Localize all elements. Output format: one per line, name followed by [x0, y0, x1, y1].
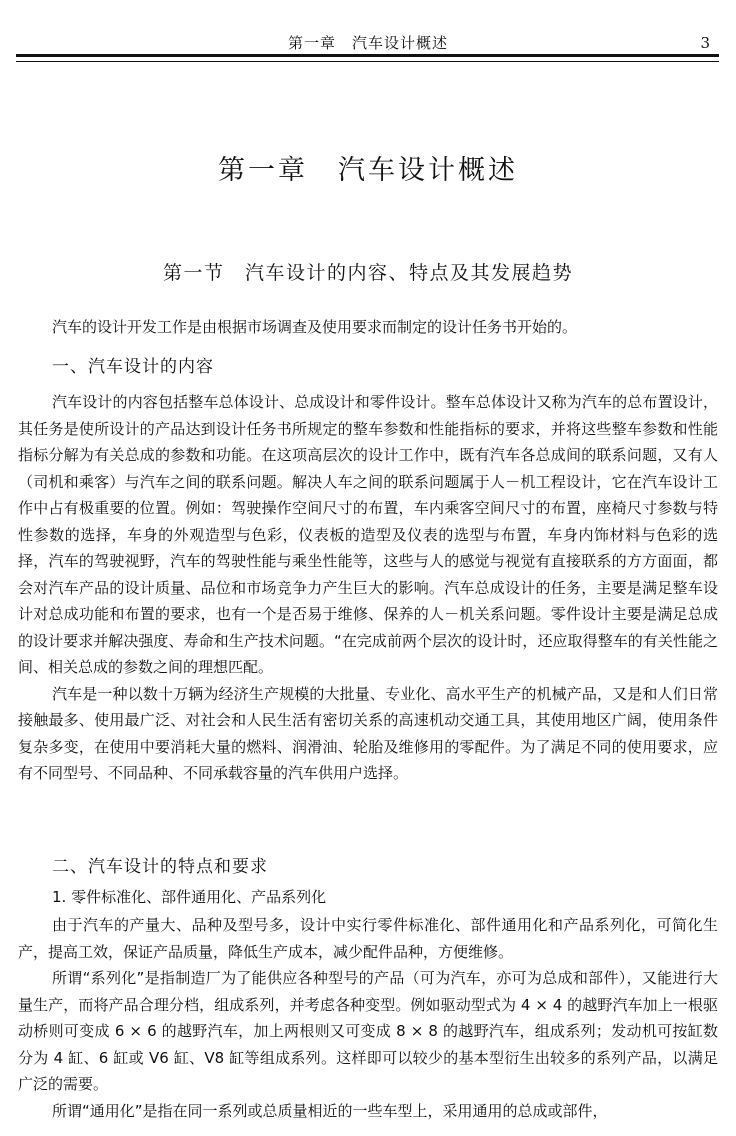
intro-paragraph	[18, 314, 718, 341]
running-title: 第一章 汽车设计概述	[287, 34, 448, 52]
heading-design-content: 一、汽车设计的内容	[52, 357, 214, 377]
page-number: 3	[700, 34, 710, 52]
header-rule-thick	[16, 54, 719, 57]
header-rule-thin	[16, 61, 719, 62]
paragraphs-design-features	[18, 912, 718, 1124]
paragraphs-design-content	[18, 389, 718, 787]
running-header	[18, 30, 718, 56]
subheading-standardization: 1. 零件标准化、部件通用化、产品系列化	[52, 888, 327, 906]
intro-text: 汽车的设计开发工作是由根据市场调查及使用要求而制定的设计任务书开始的。	[52, 318, 578, 336]
paragraph: 所谓“系列化”是指制造厂为了能供应各种型号的产品（可为汽车，亦可为总成和部件），又能进行大量生产，而将产品合理分档，组成系列，并考虑各种变型。例如驱动型式为 4 × 4 的越野汽车加上一根驱动桥则可变成 6 × 6 的越野汽车，加上两根则又可变成 8 × 8 的越野汽车，组成系列；发动机可按缸数分为 4 缸、6 缸或 V6 缸、V8 缸等组成系列。这样即可以较少的基本型衍生出较多的系列产品，以满足广泛的需要。	[18, 969, 718, 1093]
chapter-title: 第一章 汽车设计概述	[218, 155, 518, 186]
heading-design-features: 二、汽车设计的特点和要求	[52, 857, 268, 877]
paragraph: 由于汽车的产量大、品种及型号多，设计中实行零件标准化、部件通用化和产品系列化，可简化生产，提高工效，保证产品质量，降低生产成本，减少配件品种，方便维修。	[18, 916, 718, 961]
section-title: 第一节 汽车设计的内容、特点及其发展趋势	[162, 262, 573, 284]
paragraph: 汽车设计的内容包括整车总体设计、总成设计和零件设计。整车总体设计又称为汽车的总布置设计，其任务是使所设计的产品达到设计任务书所规定的整车参数和性能指标的要求，并将这些整车参数和性能指标分解为有关总成的参数和功能。在这项高层次的设计工作中，既有汽车各总成间的联系问题，又有人（司机和乘客）与汽车之间的联系问题。解决人车之间的联系问题属于人－机工程设计，它在汽车设计工作中占有极重要的位置。例如：驾驶操作空间尺寸的布置，车内乘客空间尺寸的布置，座椅尺寸参数与特性参数的选择，车身的外观造型与色彩，仪表板的造型及仪表的选型与布置，车身内饰材料与色彩的选择，汽车的驾驶视野，汽车的驾驶性能与乘坐性能等，这些与人的感觉与视觉有直接联系的方方面面，都会对汽车产品的设计质量、品位和市场竞争力产生巨大的影响。汽车总成设计的任务，主要是满足整车设计对总成功能和布置的要求，也有一个是否易于维修、保养的人－机关系问题。零件设计主要是满足总成的设计要求并解决强度、寿命和生产技术问题。“在完成前两个层次的设计时，还应取得整车的有关性能之间、相关总成的参数之间的理想匹配。	[18, 393, 718, 676]
paragraph: 所谓“通用化”是指在同一系列或总质量相近的一些车型上，采用通用的总成或部件，	[52, 1101, 608, 1120]
paragraph: 汽车是一种以数十万辆为经济生产规模的大批量、专业化、高水平生产的机械产品，又是和人们日常接触最多、使用最广泛、对社会和人民生活有密切关系的高速机动交通工具，其使用地区广阔，使用条件复杂多变，在使用中要消耗大量的燃料、润滑油、轮胎及维修用的零配件。为了满足不同的使用要求，应有不同型号、不同品种、不同承载容量的汽车供用户选择。	[18, 684, 718, 782]
